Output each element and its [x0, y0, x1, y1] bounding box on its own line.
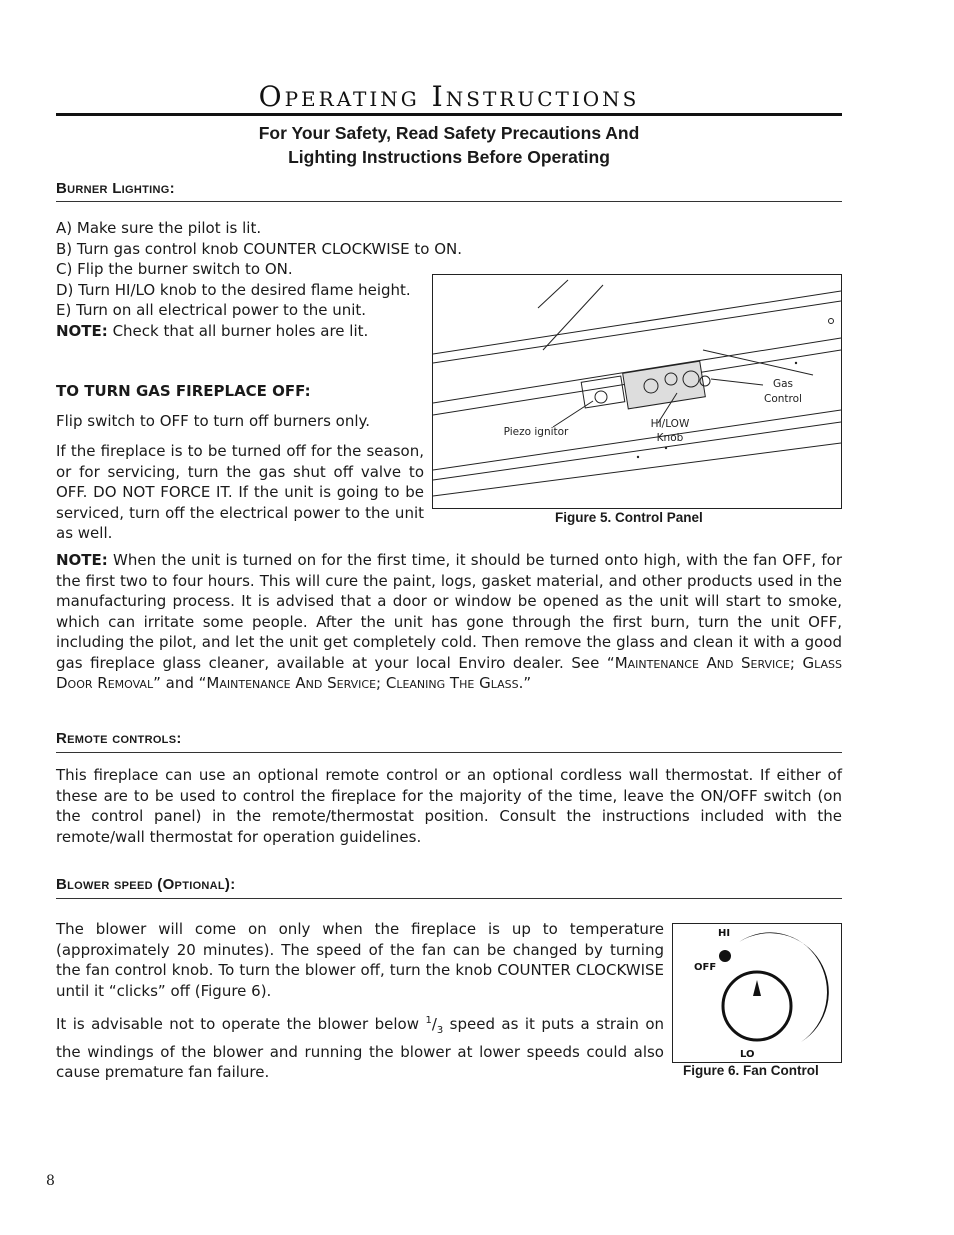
- remote-controls-heading: Remote controls:: [56, 730, 182, 747]
- piezo-leader: [553, 401, 593, 427]
- label-control: Control: [764, 393, 802, 405]
- burner-note: [56, 321, 368, 342]
- dot-3: [637, 456, 639, 458]
- gas-control-leader: [711, 379, 763, 385]
- figure-5-caption: Figure 5. Control Panel: [555, 510, 703, 525]
- remote-controls-text: This fireplace can use an optional remote control or an optional cordless wall thermostat. If either of these are to be used to control the fireplace for the majority of the time, leave the ON/OFF switch (on the control panel) in the remote/thermostat position. Consult the instructions included with the remote/wall thermostat for operation guidelines.: [56, 766, 842, 846]
- step-e: E) Turn on all electrical power to the unit.: [56, 301, 367, 319]
- fan-control-figure: [672, 923, 842, 1063]
- first-use-note: [56, 550, 842, 694]
- first-use-note-label: NOTE:: [56, 551, 108, 569]
- burner-lighting-heading: Burner Lighting:: [56, 180, 175, 197]
- label-gas: Gas: [772, 378, 794, 390]
- first-use-note-mid: ” and “: [153, 674, 207, 692]
- blower-para-2-start: It is advisable not to operate the blower below: [56, 1015, 426, 1033]
- note-label: NOTE:: [56, 322, 108, 340]
- frame-line-top-2: [433, 301, 841, 363]
- turn-off-para-1: Flip switch to OFF to turn off burners only.: [56, 412, 371, 430]
- screw-head: [829, 319, 834, 324]
- first-use-note-text: When the unit is turned on for the first time, it should be turned onto high, with the fan OFF, for the first two to four hours. This will cure the paint, logs, gasket material, and other products used in the manufacturing process. It is advised that a door or window be opened as the unit will start to smoke, which can irritate some people. After the unit has gone through the first burn, turn the unit OFF, including the pilot, and let the unit get completely cold. Then remove the glass and clean it with a good gas fireplace glass cleaner, available at your local Enviro dealer. See “: [56, 551, 842, 672]
- turn-off-heading: TO TURN GAS FIREPLACE OFF:: [56, 382, 311, 400]
- first-use-note-ref-1: Maintenance And Service; Glass Door Removal: [56, 653, 842, 692]
- subtitle-line-1: For Your Safety, Read Safety Precautions And: [258, 123, 640, 143]
- blower-para-2-end: speed as it puts a strain on the windings of the blower and running the blower at lower speeds could also cause premature fan failure.: [56, 1015, 665, 1081]
- dot-1: [795, 362, 797, 364]
- piezo-button: [595, 391, 607, 403]
- step-c: C) Flip the burner switch to ON.: [56, 260, 293, 278]
- fraction-separator: /: [431, 1015, 437, 1033]
- label-lo: LO: [740, 1049, 755, 1060]
- blower-speed-heading: Blower speed (Optional):: [56, 876, 236, 893]
- label-off: OFF: [694, 962, 717, 973]
- step-a: A) Make sure the pilot is lit.: [56, 219, 262, 237]
- control-panel-figure: [432, 274, 842, 509]
- blower-para-1: The blower will come on only when the fireplace is up to temperature (approximately 20 minutes). The speed of the fan can be changed by turning the fan control knob. To turn the blower off, turn the knob COUNTER CLOCKWISE until it “clicks” off (Figure 6).: [56, 920, 664, 1000]
- label-knob: Knob: [656, 432, 684, 444]
- page-number: 8: [46, 1173, 55, 1189]
- turn-off-para-2: If the fireplace is to be turned off for the season, or for servicing, turn the gas shut off valve to OFF. DO NOT FORCE IT. If the unit is going to be serviced, turn off the electrical power to the unit as well.: [56, 442, 424, 542]
- label-hilow: HI/LOW: [650, 418, 690, 430]
- label-piezo: Piezo ignitor: [503, 426, 569, 438]
- remote-controls-rule: [56, 752, 842, 753]
- valve-body: [623, 361, 706, 409]
- subtitle-line-2: Lighting Instructions Before Operating: [288, 146, 610, 167]
- fraction-denominator: 3: [436, 1025, 444, 1036]
- blower-para-2: [56, 1011, 664, 1083]
- dot-2: [665, 447, 667, 449]
- burner-lighting-rule: [56, 201, 842, 202]
- fan-control-drawing: [673, 924, 841, 1062]
- page-title: Operating Instructions: [258, 80, 640, 113]
- figure-6-caption: Figure 6. Fan Control: [683, 1063, 819, 1078]
- off-dot: [719, 950, 731, 962]
- first-use-note-end: .”: [518, 674, 532, 692]
- title-rule: [56, 113, 842, 116]
- step-d: D) Turn HI/LO knob to the desired flame height.: [56, 281, 411, 299]
- frame-line-top: [433, 291, 841, 354]
- first-use-note-ref-2: Maintenance And Service; Cleaning The Glass: [206, 674, 519, 692]
- fraction-numerator: 1: [425, 1015, 432, 1026]
- blower-speed-rule: [56, 898, 842, 899]
- panel-line-3: [433, 410, 841, 470]
- note-text: Check that all burner holes are lit.: [107, 322, 369, 340]
- step-b: B) Turn gas control knob COUNTER CLOCKWISE to ON.: [56, 240, 463, 258]
- label-hi: HI: [718, 928, 731, 939]
- safety-subtitle: [56, 122, 842, 169]
- glass-reflection-1: [538, 280, 568, 308]
- control-panel-drawing: [433, 275, 841, 508]
